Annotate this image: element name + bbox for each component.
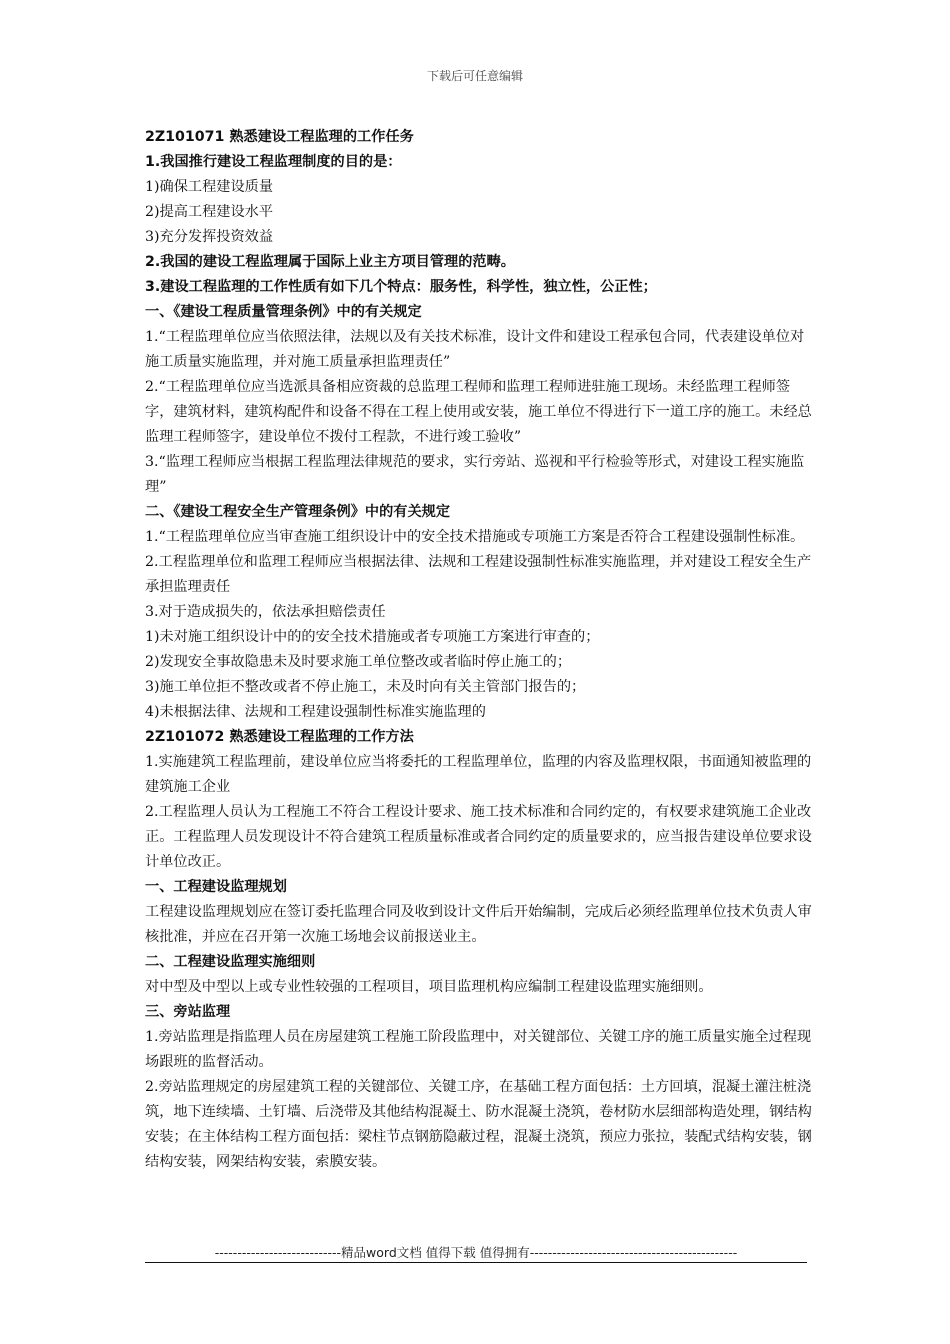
page-footer: ----------------------------精品word文档 值得下载 值得拥有----------------------------------------------	[214, 1245, 738, 1260]
paragraph: 2)提高工程建设水平	[145, 204, 274, 220]
paragraph: 3.“监理工程师应当根据工程监理法律规范的要求，实行旁站、巡视和平行检验等形式，对建设工程实施监理”	[145, 454, 805, 495]
paragraph: 3.对于造成损失的，依法承担赔偿责任	[145, 604, 386, 620]
page-header: 下载后可任意编辑	[426, 69, 523, 83]
paragraph: 1)确保工程建设质量	[145, 179, 274, 195]
footer-rule	[145, 1262, 807, 1263]
paragraph: 1.“工程监理单位应当依照法律，法规以及有关技术标准，设计文件和建设工程承包合同，代表建设单位对施工质量实施监理，并对施工质量承担监理责任”	[145, 329, 805, 370]
section-heading: 一、工程建设监理规划	[145, 879, 287, 895]
paragraph: 1.旁站监理是指监理人员在房屋建筑工程施工阶段监理中，对关键部位、关键工序的施工质量实施全过程现场跟班的监督活动。	[145, 1029, 812, 1070]
paragraph: 1)未对施工组织设计中的的安全技术措施或者专项施工方案进行审查的；	[145, 629, 600, 645]
paragraph: 4)未根据法律、法规和工程建设强制性标准实施监理的	[145, 704, 486, 720]
heading-2z101072: 2Z101072 熟悉建设工程监理的工作方法	[145, 729, 414, 745]
section-heading: 三、旁站监理	[145, 1004, 231, 1020]
section-heading: 二、《建设工程安全生产管理条例》中的有关规定	[145, 504, 451, 520]
paragraph: 3.建设工程监理的工作性质有如下几个特点：服务性，科学性，独立性，公正性；	[145, 279, 657, 295]
paragraph: 3)充分发挥投资效益	[145, 229, 274, 245]
paragraph: 2.“工程监理单位应当选派具备相应资裁的总监理工程师和监理工程师进驻施工现场。未经监理工程师签字，建筑材料，建筑构配件和设备不得在工程上使用或安装，施工单位不得进行下一道工序的施工。未经总监理工程师签字，建设单位不拨付工程款，不进行竣工验收”	[145, 379, 812, 445]
paragraph: 3)施工单位拒不整改或者不停止施工，未及时向有关主管部门报告的；	[145, 679, 586, 695]
paragraph: 2)发现安全事故隐患未及时要求施工单位整改或者临时停止施工的；	[145, 654, 572, 670]
section-heading: 一、《建设工程质量管理条例》中的有关规定	[145, 304, 422, 320]
paragraph: 工程建设监理规划应在签订委托监理合同及收到设计文件后开始编制，完成后必须经监理单位技术负责人审核批准，并应在召开第一次施工场地会议前报送业主。	[145, 904, 812, 945]
paragraph: 1.我国推行建设工程监理制度的目的是：	[145, 154, 402, 170]
paragraph: 1.“工程监理单位应当审查施工组织设计中的安全技术措施或专项施工方案是否符合工程建设强制性标准。	[145, 529, 805, 545]
section-heading: 二、工程建设监理实施细则	[145, 954, 316, 970]
paragraph: 2.旁站监理规定的房屋建筑工程的关键部位、关键工序，在基础工程方面包括：土方回填，混凝土灌注桩浇筑，地下连续墙、土钉墙、后浇带及其他结构混凝土、防水混凝土浇筑，卷材防水层细部构造处理，钢结构安装；在主体结构工程方面包括：梁柱节点钢筋隐蔽过程，混凝土浇筑，预应力张拉，装配式结构安装，钢结构安装，网架结构安装，索膜安装。	[145, 1079, 812, 1170]
heading-2z101071: 2Z101071 熟悉建设工程监理的工作任务	[145, 129, 414, 145]
paragraph: 1.实施建筑工程监理前，建设单位应当将委托的工程监理单位，监理的内容及监理权限，书面通知被监理的建筑施工企业	[145, 754, 812, 795]
paragraph: 2.工程监理人员认为工程施工不符合工程设计要求、施工技术标准和合同约定的，有权要求建筑施工企业改正。工程监理人员发现设计不符合建筑工程质量标准或者合同约定的质量要求的，应当报告建设单位要求设计单位改正。	[145, 804, 812, 870]
paragraph: 对中型及中型以上或专业性较强的工程项目，项目监理机构应编制工程建设监理实施细则。	[145, 979, 713, 995]
document-body	[145, 125, 817, 1175]
paragraph: 2.工程监理单位和监理工程师应当根据法律、法规和工程建设强制性标准实施监理，并对建设工程安全生产承担监理责任	[145, 554, 812, 595]
paragraph: 2.我国的建设工程监理属于国际上业主方项目管理的范畴。	[145, 254, 515, 270]
